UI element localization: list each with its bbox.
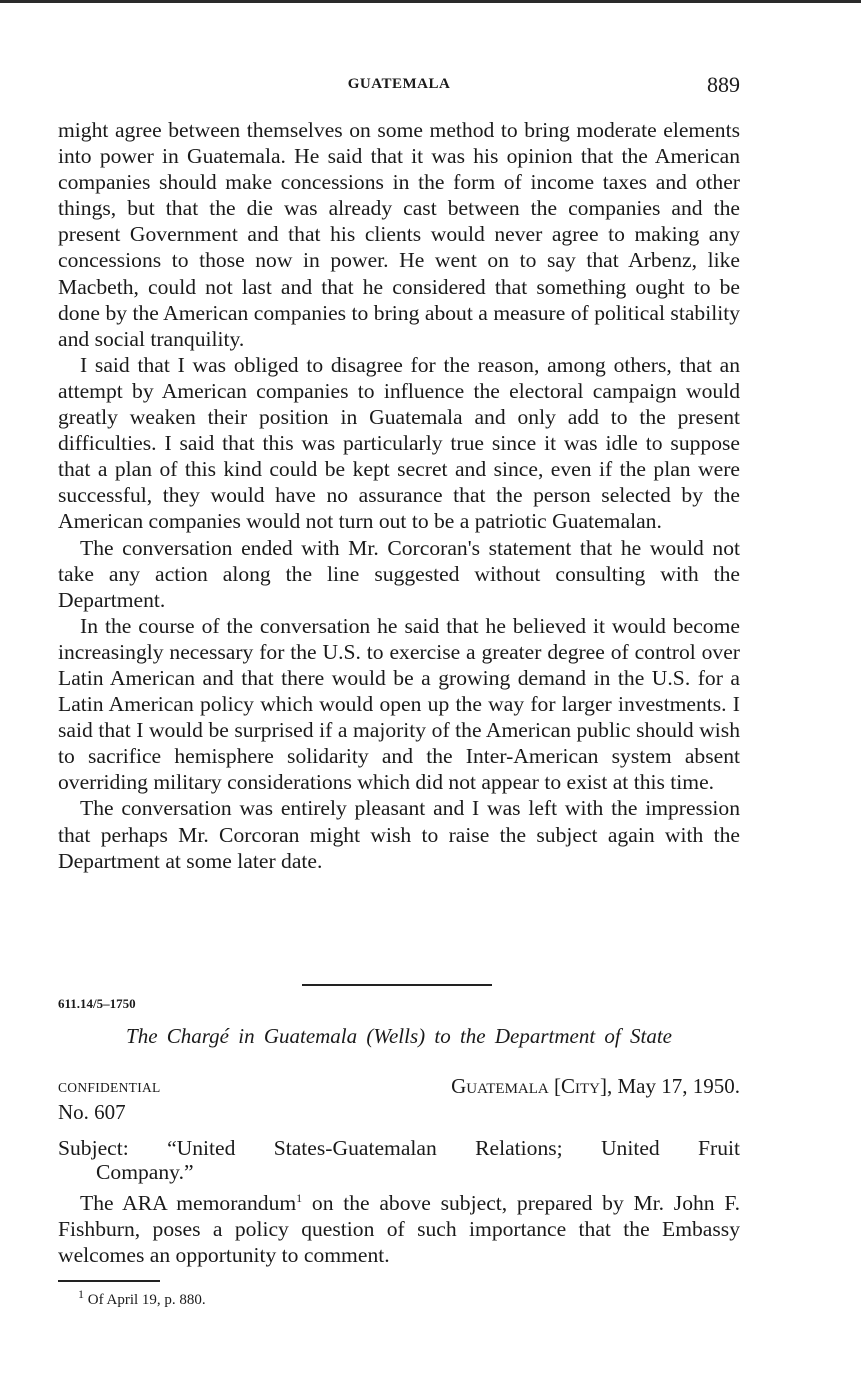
body-start: The ARA memorandum — [80, 1191, 297, 1215]
paragraph-5: The conversation was entirely pleasant and I was left with the impression that perhaps Mr. Corcoran might wish to raise the subject again with the Department at some later date. — [58, 796, 740, 873]
dateline-place: Guatemala — [451, 1074, 549, 1098]
subject-word: Subject: — [58, 1136, 129, 1160]
document-body — [58, 1190, 740, 1268]
footnote-ref: 1 — [296, 1190, 303, 1205]
footnote-rule — [58, 1280, 160, 1282]
section-divider — [302, 984, 492, 986]
running-head-title: GUATEMALA — [347, 76, 451, 92]
paragraph-1: might agree between themselves on some method to bring moderate elements into power in Guatemala. He said that it was his opinion that the American companies should make concessions in the form of income taxes and other things, but that the die was already cast between the companies and the present Government and that his clients would never agree to making any concessions to those now in power. He went on to say that Arbenz, like Macbeth, could not last and that he considered that something ought to be done by the American companies to bring about a measure of political stability and social tranquility. — [58, 118, 740, 351]
dateline-date: , May 17, 1950. — [607, 1074, 740, 1098]
top-edge-rule — [0, 0, 861, 3]
footnote — [78, 1287, 206, 1309]
subject-line-2: Company.” — [96, 1160, 194, 1184]
subject-word: Fruit — [698, 1136, 740, 1160]
dateline — [451, 1074, 740, 1099]
paragraph-4: In the course of the conversation he said that he believed it would become increasingly necessary for the U.S. to exercise a greater degree of control over Latin American and that there would be a growing demand in the U.S. for a Latin American policy which would open up the way for larger investments. I said that I would be surprised if a majority of the American public should wish to sacrifice hemisphere solidarity and the Inter-American system absent overriding military considerations which did not appear to exist at this time. — [58, 613, 740, 795]
subject-block — [58, 1136, 740, 1184]
document-paragraph — [58, 1190, 740, 1268]
subject-word: “United — [167, 1136, 236, 1160]
subject-word: Relations; — [475, 1136, 563, 1160]
file-number: 611.14/5–1750 — [58, 996, 136, 1011]
footnote-marker: 1 — [78, 1287, 84, 1301]
paragraph-2: I said that I was obliged to disagree for the reason, among others, that an attempt by American companies to influence the electoral campaign would greatly weaken their position in Guatemala and only add to the present difficulties. I said that this was particularly true since it was idle to suppose that a plan of this kind could be kept secret and since, even if the plan were successful, they would have no assurance that the person selected by the American companies would not turn out to be a patriotic Guatemalan. — [58, 352, 740, 534]
paragraph-3: The conversation ended with Mr. Corcoran's statement that he would not take any action along the line suggested without consulting with the Department. — [58, 535, 740, 612]
document-number: No. 607 — [58, 1100, 126, 1124]
body-rest: on the above subject, prepared by Mr. John F. Fishburn, poses a policy question of such importance that the Embassy welcomes an opportunity to comment. — [58, 1191, 740, 1267]
document-heading: The Chargé in Guatemala (Wells) to the Department of State — [126, 1024, 672, 1048]
footnote-text: Of April 19, p. 880. — [84, 1292, 206, 1308]
subject-word: States-Guatemalan — [273, 1136, 437, 1160]
dateline-city-note: [City] — [554, 1074, 607, 1098]
page-number: 889 — [707, 72, 740, 97]
classification-dateline — [58, 1074, 740, 1102]
body-text — [58, 117, 740, 874]
classification-label: CONFIDENTIAL — [58, 1080, 161, 1095]
subject-line-1 — [58, 1136, 740, 1160]
subject-word: United — [600, 1136, 660, 1160]
running-head — [58, 72, 740, 102]
